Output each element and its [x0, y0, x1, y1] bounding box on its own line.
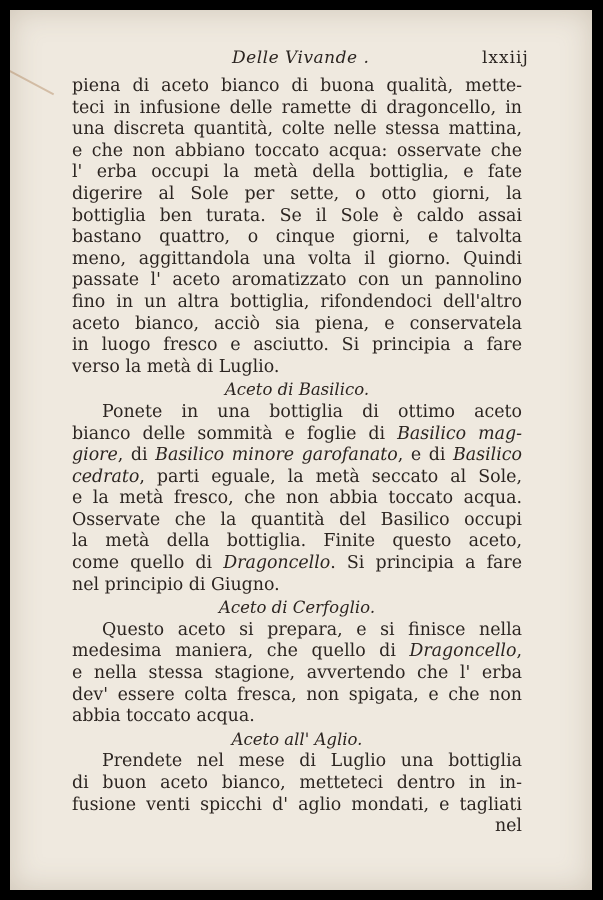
text-line: fino in un altra bottiglia, rifondendoci dell'altro	[72, 291, 522, 312]
running-title: Delle Vivande .	[232, 48, 370, 68]
text-line: Questo aceto si prepara, e si finisce nella	[102, 619, 522, 640]
italic-term: Basilico	[453, 445, 522, 466]
text-line: bianco delle sommità e foglie di Basilico mag-	[72, 423, 522, 444]
text-line: teci in infusione delle ramette di dragoncello, in	[72, 97, 522, 118]
text-line: verso la metà di Luglio.	[72, 356, 280, 377]
text-line: come quello di Dragoncello. Si principia a fare	[72, 553, 522, 574]
text-line: e la metà fresco, che non abbia toccato acqua.	[72, 488, 522, 509]
text-line: meno, aggittandola una volta il giorno. Quindi	[72, 248, 522, 269]
page-header	[10, 48, 592, 72]
text-line: fusione venti spicchi d' aglio mondati, e tagliati	[72, 794, 522, 815]
catchword: nel	[494, 816, 522, 837]
text-line: medesima maniera, che quello di Dragoncello,	[72, 641, 522, 662]
page-stain	[10, 70, 54, 131]
italic-term: Dragoncello	[223, 553, 331, 574]
page-number: lxxiij	[482, 48, 529, 68]
italic-term: giore	[72, 445, 118, 466]
text-line: giore, di Basilico minore garofanato, e di Basilico	[72, 445, 522, 466]
section-heading-cerfoglio: Aceto di Cerfoglio.	[218, 598, 376, 618]
body-text	[72, 76, 522, 838]
text-line: bottiglia ben turata. Se il Sole è caldo assai	[72, 205, 522, 226]
section-heading-aglio: Aceto all' Aglio.	[231, 729, 363, 749]
text-line: Prendete nel mese di Luglio una bottiglia	[102, 751, 522, 772]
text-line: abbia toccato acqua.	[72, 706, 255, 727]
italic-term: Basilico mag-	[397, 423, 522, 444]
text-line: Ponete in una bottiglia di ottimo aceto	[102, 401, 522, 422]
text-line: aceto bianco, acciò sia piena, e conservatela	[72, 313, 522, 334]
text-line: cedrato, parti eguale, la metà seccato al Sole,	[72, 466, 522, 487]
text-line: piena di aceto bianco di buona qualità, mette-	[72, 76, 522, 96]
text-line: l' erba occupi la metà della bottiglia, e fate	[72, 162, 522, 183]
text-line: in luogo fresco e asciutto. Si principia a fare	[72, 335, 522, 356]
italic-term: cedrato	[72, 466, 140, 487]
text-line: digerire al Sole per sette, o otto giorni, la	[72, 183, 522, 204]
text-line: una discreta quantità, colte nelle stessa mattina,	[72, 119, 522, 140]
text-line: nel principio di Giugno.	[72, 574, 280, 595]
italic-term: Basilico minore garofanato	[155, 445, 398, 466]
text-line: e nella stessa stagione, avvertendo che l' erba	[72, 663, 522, 684]
italic-term: Dragoncello	[409, 641, 517, 662]
text-line: passate l' aceto aromatizzato con un pannolino	[72, 270, 522, 291]
text-line: la metà della bottiglia. Finite questo aceto,	[72, 531, 522, 552]
text-line: bastano quattro, o cinque giorni, e talvolta	[72, 227, 522, 248]
text-line: Osservate che la quantità del Basilico occupi	[72, 509, 522, 530]
text-line: dev' essere colta fresca, non spigata, e che non	[72, 684, 522, 705]
book-page	[10, 10, 592, 890]
section-heading-basilico: Aceto di Basilico.	[224, 380, 370, 400]
text-line: di buon aceto bianco, metteteci dentro in in-	[72, 773, 522, 793]
text-line: e che non abbiano toccato acqua: osservate che	[72, 140, 522, 161]
